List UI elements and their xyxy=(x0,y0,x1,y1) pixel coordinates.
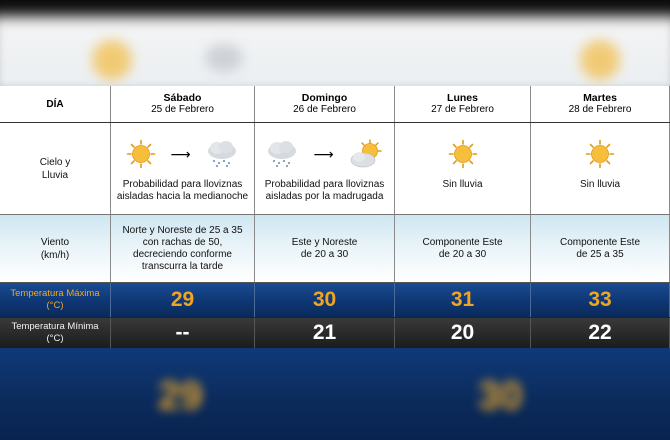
tmax-cell xyxy=(395,283,531,317)
sky-text-line2: aisladas hacia la medianoche xyxy=(116,191,249,202)
day-name: Martes xyxy=(583,92,617,104)
wind-cell xyxy=(531,215,670,282)
arrow-right-icon: ⟶ xyxy=(313,145,334,162)
sun-icon xyxy=(92,40,132,80)
wind-text-line: con rachas de 50, xyxy=(142,236,223,248)
tmax-value: 31 xyxy=(450,288,475,311)
tmin-cell xyxy=(255,318,395,348)
max-temperature-row xyxy=(0,283,670,318)
blurred-number: 29 xyxy=(158,374,203,418)
tmax-label-line1: Temperatura Máxima xyxy=(10,288,100,299)
wind-text-line: Norte y Noreste de 25 a 35 xyxy=(122,224,243,236)
sky-cell xyxy=(255,123,395,214)
sun-icon xyxy=(126,139,156,169)
sky-rain-row xyxy=(0,123,670,215)
header-day-label: DÍA xyxy=(46,98,64,110)
wind-row xyxy=(0,215,670,283)
sky-cell xyxy=(111,123,255,214)
tmax-value: 33 xyxy=(588,288,612,311)
sky-text-line1: Sin lluvia xyxy=(442,179,483,190)
tmin-value: 21 xyxy=(312,321,337,344)
blurred-backdrop-bottom xyxy=(0,348,670,440)
wind-cell xyxy=(395,215,531,282)
sky-text-line1: Sin lluvia xyxy=(579,179,621,190)
wind-cell xyxy=(255,215,395,282)
min-temperature-row xyxy=(0,318,670,348)
wind-label-line2: (km/h) xyxy=(40,249,70,261)
tmin-value: 20 xyxy=(450,321,475,344)
sun-icon xyxy=(580,40,620,80)
header-row xyxy=(0,86,670,123)
tmin-value: 22 xyxy=(588,321,612,344)
weather-forecast-table xyxy=(0,86,670,348)
day-name: Sábado xyxy=(163,92,202,104)
day-date: 26 de Febrero xyxy=(293,104,356,115)
sky-cell xyxy=(395,123,531,214)
sun-cloud-icon xyxy=(348,138,384,170)
blurred-number: 30 xyxy=(478,374,523,418)
day-date: 27 de Febrero xyxy=(431,104,494,115)
header-day-cell xyxy=(255,86,395,122)
cloud-drizzle-icon xyxy=(265,139,299,169)
arrow-right-icon: ⟶ xyxy=(170,145,191,162)
sky-label-line2: Lluvia xyxy=(41,169,69,181)
wind-text-line: transcurra la tarde xyxy=(141,260,224,272)
sky-cell xyxy=(531,123,670,214)
wind-text-line: de 20 a 30 xyxy=(438,248,487,260)
day-date: 25 de Febrero xyxy=(151,104,214,115)
tmax-label-cell xyxy=(0,283,111,317)
wind-text-line: Componente Este xyxy=(559,236,641,248)
tmax-cell xyxy=(531,283,670,317)
day-date: 28 de Febrero xyxy=(568,104,632,115)
blurred-backdrop-top xyxy=(0,0,670,86)
wind-text-line: decreciendo conforme xyxy=(133,248,232,260)
wind-label-cell xyxy=(0,215,111,282)
tmax-cell xyxy=(255,283,395,317)
tmax-value: 29 xyxy=(170,288,195,311)
wind-text-line: Componente Este xyxy=(422,236,503,248)
cloud-icon xyxy=(205,44,243,72)
tmax-cell xyxy=(111,283,255,317)
sky-label-cell xyxy=(0,123,111,214)
sky-text-line2: aisladas por la madrugada xyxy=(265,191,384,202)
tmin-cell xyxy=(395,318,531,348)
header-day-cell xyxy=(531,86,670,122)
sky-text-line1: Probabilidad para lloviznas xyxy=(264,179,385,190)
day-name: Lunes xyxy=(447,92,478,104)
header-day-label-cell xyxy=(0,86,111,122)
tmin-value: -- xyxy=(175,321,190,344)
sun-icon xyxy=(585,139,615,169)
wind-text-line: de 25 a 35 xyxy=(576,248,624,260)
tmin-cell xyxy=(111,318,255,348)
day-name: Domingo xyxy=(301,92,348,104)
wind-text-line: de 20 a 30 xyxy=(300,248,349,260)
tmin-label-line2: (°C) xyxy=(46,333,64,344)
tmin-cell xyxy=(531,318,670,348)
cloud-drizzle-icon xyxy=(205,139,239,169)
sky-label-line1: Cielo y xyxy=(39,156,71,168)
tmin-label-cell xyxy=(0,318,111,348)
header-day-cell xyxy=(111,86,255,122)
wind-label-line1: Viento xyxy=(40,236,70,248)
sky-text-line1: Probabilidad para lloviznas xyxy=(122,179,243,190)
tmin-label-line1: Temperatura Mínima xyxy=(11,321,99,332)
header-day-cell xyxy=(395,86,531,122)
wind-cell xyxy=(111,215,255,282)
tmax-label-line2: (°C) xyxy=(46,300,64,311)
wind-text-line: Este y Noreste xyxy=(291,236,358,248)
sun-icon xyxy=(448,139,478,169)
tmax-value: 30 xyxy=(312,288,337,311)
